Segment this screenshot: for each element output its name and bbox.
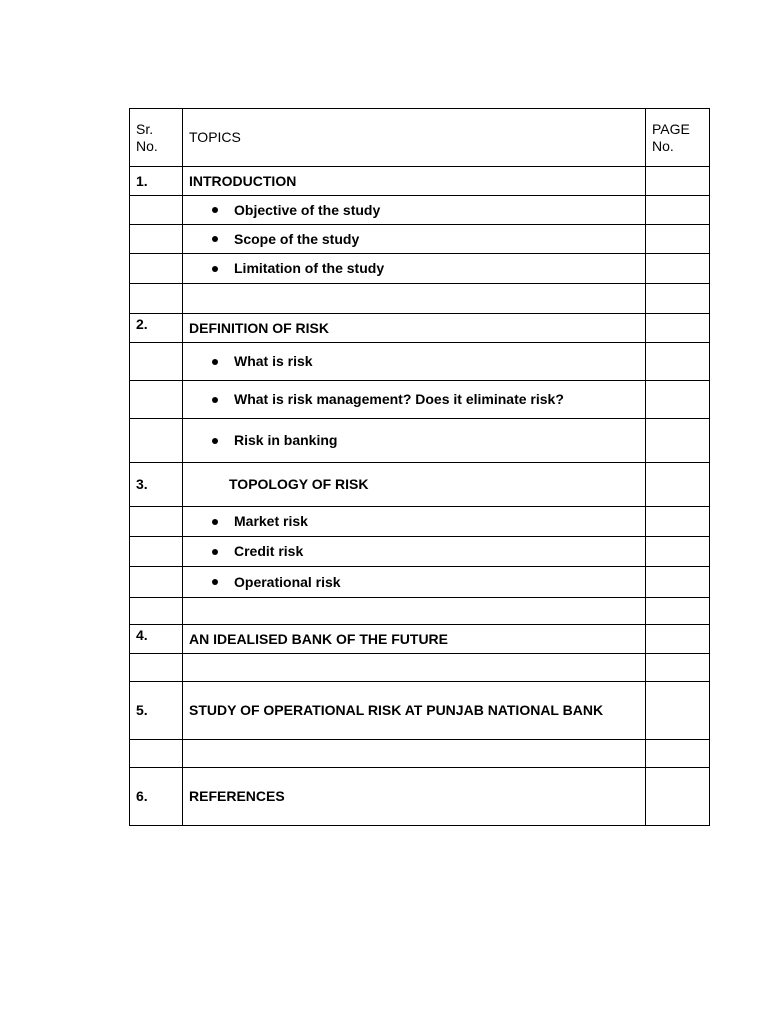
sr-no-cell — [130, 254, 183, 284]
subtopic-cell — [183, 537, 646, 567]
subtopic-cell — [183, 507, 646, 537]
table-row — [130, 740, 710, 768]
bullet-icon — [212, 549, 218, 555]
page-no-cell — [646, 381, 710, 419]
page-no-cell — [646, 167, 710, 196]
subtopic-label: What is risk — [234, 353, 313, 369]
sr-no-cell — [130, 284, 183, 314]
table-row — [130, 567, 710, 598]
table-row — [130, 225, 710, 254]
table-row — [130, 196, 710, 225]
topic-cell — [183, 740, 646, 768]
table-row — [130, 463, 710, 507]
section-title: INTRODUCTION — [183, 167, 646, 196]
subtopic-cell — [183, 419, 646, 463]
page-no-cell — [646, 196, 710, 225]
page-no-cell — [646, 682, 710, 740]
sr-no-cell — [130, 381, 183, 419]
page-no-cell — [646, 567, 710, 598]
sr-no-cell — [130, 419, 183, 463]
header-topics: TOPICS — [183, 109, 646, 167]
bullet-icon — [212, 266, 218, 272]
header-row — [130, 109, 710, 167]
table-row — [130, 284, 710, 314]
bullet-icon — [212, 438, 218, 444]
sr-no-cell — [130, 537, 183, 567]
table-row — [130, 768, 710, 826]
page-no-cell — [646, 740, 710, 768]
bullet-icon — [212, 236, 218, 242]
page-no-cell — [646, 768, 710, 826]
table-row — [130, 419, 710, 463]
sr-no-cell — [130, 343, 183, 381]
section-title: STUDY OF OPERATIONAL RISK AT PUNJAB NATIONAL BANK — [183, 682, 646, 740]
sr-no-cell — [130, 567, 183, 598]
table-row — [130, 254, 710, 284]
bullet-icon — [212, 579, 218, 585]
section-title: TOPOLOGY OF RISK — [183, 463, 646, 507]
page-no-cell — [646, 654, 710, 682]
table-row — [130, 343, 710, 381]
sr-no-cell — [130, 740, 183, 768]
page-no-cell — [646, 343, 710, 381]
section-title: REFERENCES — [183, 768, 646, 826]
contents-table — [129, 108, 710, 826]
subtopic-label: Market risk — [234, 513, 308, 529]
subtopic-cell — [183, 225, 646, 254]
table-row — [130, 381, 710, 419]
table-row — [130, 167, 710, 196]
page-no-cell — [646, 284, 710, 314]
topic-cell — [183, 654, 646, 682]
page-no-cell — [646, 537, 710, 567]
sr-no-cell: 2. — [130, 314, 183, 343]
subtopic-label: Credit risk — [234, 543, 304, 559]
bullet-icon — [212, 207, 218, 213]
table-row — [130, 537, 710, 567]
table-row — [130, 507, 710, 537]
subtopic-label: Limitation of the study — [234, 260, 385, 276]
bullet-icon — [212, 519, 218, 525]
subtopic-cell — [183, 254, 646, 284]
section-title: AN IDEALISED BANK OF THE FUTURE — [183, 625, 646, 654]
header-sr-no: Sr. No. — [130, 109, 183, 167]
table-row — [130, 654, 710, 682]
sr-no-cell: 4. — [130, 625, 183, 654]
page-no-cell — [646, 254, 710, 284]
sr-no-cell — [130, 654, 183, 682]
page-no-cell — [646, 225, 710, 254]
sr-no-cell: 1. — [130, 167, 183, 196]
subtopic-label: What is risk management? Does it eliminate risk? — [234, 391, 564, 407]
sr-no-cell — [130, 225, 183, 254]
bullet-icon — [212, 397, 218, 403]
table-row — [130, 598, 710, 625]
topic-cell — [183, 284, 646, 314]
page-no-cell — [646, 463, 710, 507]
page-no-cell — [646, 625, 710, 654]
page-no-cell — [646, 507, 710, 537]
table-row — [130, 682, 710, 740]
bullet-icon — [212, 359, 218, 365]
subtopic-label: Operational risk — [234, 573, 341, 590]
sr-no-cell: 6. — [130, 768, 183, 826]
sr-no-cell: 5. — [130, 682, 183, 740]
subtopic-cell — [183, 343, 646, 381]
subtopic-label: Objective of the study — [234, 201, 381, 218]
table-row — [130, 625, 710, 654]
page-no-cell — [646, 598, 710, 625]
subtopic-label: Risk in banking — [234, 432, 338, 448]
sr-no-cell — [130, 196, 183, 225]
subtopic-cell — [183, 196, 646, 225]
page-no-cell — [646, 419, 710, 463]
section-title: DEFINITION OF RISK — [183, 314, 646, 343]
subtopic-cell — [183, 567, 646, 598]
sr-no-cell — [130, 598, 183, 625]
subtopic-label: Scope of the study — [234, 230, 360, 247]
table-row — [130, 314, 710, 343]
sr-no-cell — [130, 507, 183, 537]
sr-no-cell: 3. — [130, 463, 183, 507]
header-page-no: PAGE No. — [646, 109, 710, 167]
page-no-cell — [646, 314, 710, 343]
subtopic-cell — [183, 381, 646, 419]
topic-cell — [183, 598, 646, 625]
